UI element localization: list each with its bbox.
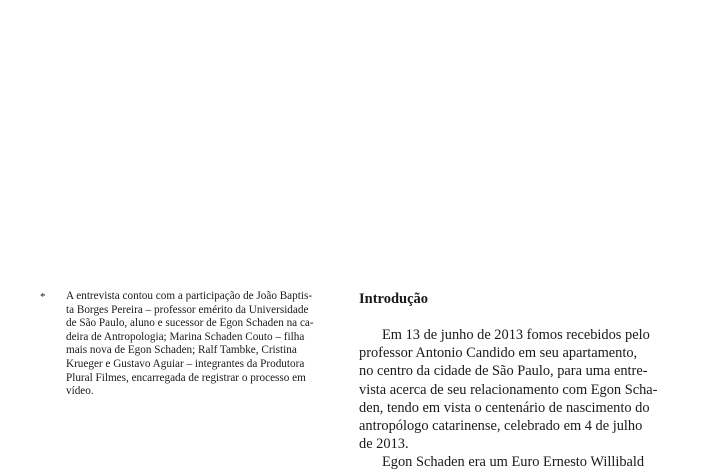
paragraph-line: de 2013. xyxy=(359,436,409,453)
footnote-line: ta Borges Pereira – professor emérito da Universidade xyxy=(66,303,309,316)
section-body xyxy=(359,326,659,472)
section-heading: Introdução xyxy=(359,291,429,307)
footnote-line: Plural Filmes, encarregada de registrar o processo em xyxy=(66,371,306,384)
paragraph-line: professor Antonio Candido em seu apartamento, xyxy=(359,345,638,362)
footnote-marker: * xyxy=(40,291,46,303)
footnote-line: deira de Antropologia; Marina Schaden Couto – filha xyxy=(66,330,305,343)
introduction-section xyxy=(359,290,659,472)
paragraph-line: den, tendo em vista o centenário de nascimento do xyxy=(359,399,650,416)
footnote-line: de São Paulo, aluno e sucessor de Egon Schaden na ca- xyxy=(66,317,314,330)
footnote-line: vídeo. xyxy=(66,385,94,398)
paragraph-line: no centro da cidade de São Paulo, para uma entre- xyxy=(359,363,648,380)
footnote-line: Krueger e Gustavo Aguiar – integrantes da Produtora xyxy=(66,357,305,370)
paragraph-line: antropólogo catarinense, celebrado em 4 de julho xyxy=(359,418,643,435)
paragraph-line: Egon Schaden era um Euro Ernesto Willibald xyxy=(382,454,645,471)
paragraph-line: vista acerca de seu relacionamento com Egon Scha- xyxy=(359,381,658,398)
paragraph-line: Em 13 de junho de 2013 fomos recebidos pelo xyxy=(382,327,650,343)
footnote-line: mais nova de Egon Schaden; Ralf Tambke, Cristina xyxy=(66,344,297,357)
footnote-line: A entrevista contou com a participação de João Baptis- xyxy=(66,290,313,302)
footnote xyxy=(40,290,330,399)
